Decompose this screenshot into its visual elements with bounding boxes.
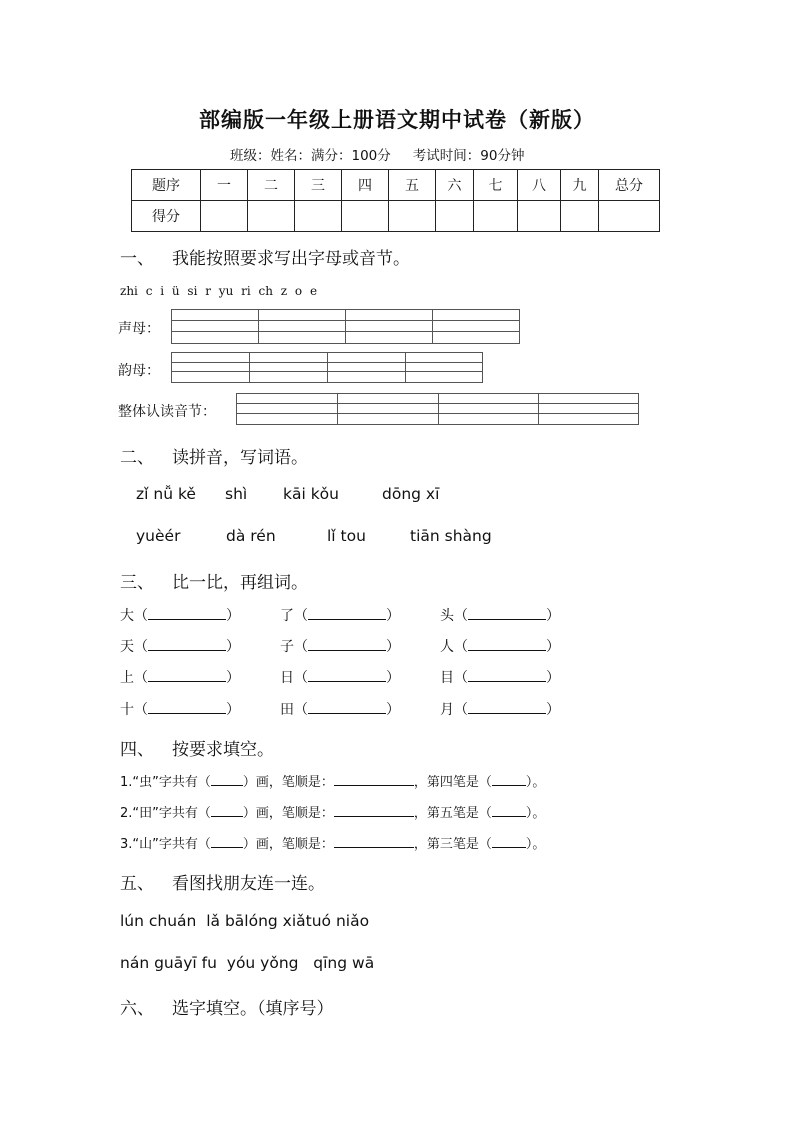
writing-cell[interactable] [328,353,406,382]
base-character: 大 [120,608,134,624]
close-paren: ） [226,670,240,686]
word-building-item [280,699,400,719]
header-cell: 总分 [599,170,660,201]
section-5-heading [120,869,325,894]
header-cell: 一 [201,170,248,201]
word-building-item [120,605,240,625]
open-paren: （ [134,702,148,718]
question-text: ）画，笔顺是： [242,806,334,821]
blank[interactable] [211,835,243,848]
section-number: 四、 [120,740,154,760]
word-building-item [120,699,240,719]
full-score: 满分：100分 [311,148,391,164]
score-cell[interactable] [474,201,518,232]
writing-cell[interactable] [539,394,638,424]
name-label: 姓名： [270,148,311,164]
pinyin-word: dà rén [226,527,276,545]
row-label: 得分 [132,201,201,232]
open-paren: （ [454,608,468,624]
answer-blank[interactable] [468,638,546,651]
exam-info [230,144,546,164]
open-paren: （ [294,639,308,655]
question-text: ，第五笔是（ [413,806,492,821]
stroke-question-3 [120,833,545,852]
close-paren: ） [386,639,400,655]
pinyin-line: nán guāyī fu yóu yǒng qīng wā [120,954,375,972]
header-cell: 九 [561,170,599,201]
score-cell[interactable] [295,201,342,232]
question-text: ）。 [525,806,546,821]
exam-time: 考试时间：90分钟 [412,148,525,164]
blank[interactable] [492,835,526,848]
answer-blank[interactable] [148,638,226,651]
base-character: 目 [440,670,454,686]
open-paren: （ [454,670,468,686]
word-building-item [440,636,560,656]
base-character: 了 [280,608,294,624]
pinyin-word: yuèér [136,527,181,545]
question-text: 3.“山”字共有（ [120,837,211,852]
section-number: 五、 [120,874,154,894]
writing-cell[interactable] [433,310,519,343]
letter-list: zhi c i ü si r yu ri ch z o e [120,284,318,298]
blank[interactable] [334,835,414,848]
section-number: 三、 [120,573,154,593]
question-text: ，第三笔是（ [413,837,492,852]
score-cell[interactable] [599,201,660,232]
pinyin-word: zǐ nǚ kě [136,485,196,503]
open-paren: （ [294,608,308,624]
header-cell: 七 [474,170,518,201]
question-text: ）。 [525,837,546,852]
blank[interactable] [492,804,526,817]
close-paren: ） [226,608,240,624]
section-text: 按要求填空。 [172,740,274,760]
section-text: 我能按照要求写出字母或音节。 [172,249,410,269]
section-2-heading [120,443,308,468]
word-building-item [280,636,400,656]
answer-blank[interactable] [308,638,386,651]
stroke-question-1 [120,771,545,790]
shengmu-label: 声母： [118,321,160,337]
header-cell: 二 [248,170,295,201]
close-paren: ） [546,608,560,624]
answer-blank[interactable] [468,669,546,682]
base-character: 日 [280,670,294,686]
blank[interactable] [334,773,414,786]
open-paren: （ [454,702,468,718]
shengmu-writing-grid[interactable] [171,309,520,344]
pinyin-word: lǐ tou [327,527,366,545]
base-character: 人 [440,639,454,655]
pinyin-word: tiān shàng [410,527,492,545]
open-paren: （ [294,670,308,686]
word-building-item [440,605,560,625]
score-table-header-row [132,170,660,201]
answer-blank[interactable] [468,607,546,620]
open-paren: （ [454,639,468,655]
writing-cell[interactable] [259,310,346,343]
header-cell: 八 [518,170,561,201]
base-character: 头 [440,608,454,624]
open-paren: （ [294,702,308,718]
close-paren: ） [546,670,560,686]
close-paren: ） [226,702,240,718]
close-paren: ） [546,702,560,718]
section-number: 二、 [120,448,154,468]
header-cell: 五 [389,170,436,201]
page-title: 部编版一年级上册语文期中试卷（新版） [199,107,595,132]
pinyin-word: dōng xī [382,485,440,503]
stroke-question-2 [120,802,545,821]
writing-cell[interactable] [250,353,328,382]
question-text: ）画，笔顺是： [242,775,334,790]
answer-blank[interactable] [148,669,226,682]
close-paren: ） [226,639,240,655]
score-cell[interactable] [248,201,295,232]
class-label: 班级： [230,148,271,164]
close-paren: ） [386,670,400,686]
pinyin-line: lún chuán lǎ bālóng xiǎtuó niǎo [120,912,370,930]
base-character: 十 [120,702,134,718]
section-number: 一、 [120,249,154,269]
open-paren: （ [134,639,148,655]
writing-cell[interactable] [172,353,250,382]
blank[interactable] [211,773,243,786]
pinyin-word: kāi kǒu [283,485,339,503]
section-1-heading [120,244,410,269]
header-cell: 四 [342,170,389,201]
answer-blank[interactable] [308,669,386,682]
answer-blank[interactable] [308,607,386,620]
section-number: 六、 [120,999,154,1019]
question-text: ，第四笔是（ [413,775,492,790]
base-character: 子 [280,639,294,655]
whole-syllable-label: 整体认读音节： [118,404,216,420]
blank[interactable] [492,773,526,786]
close-paren: ） [386,702,400,718]
word-building-item [440,699,560,719]
blank[interactable] [211,804,243,817]
section-text: 选字填空。（填序号） [172,999,334,1019]
header-cell: 六 [436,170,474,201]
blank[interactable] [334,804,414,817]
header-cell: 题序 [132,170,201,201]
answer-blank[interactable] [308,701,386,714]
whole-syllable-writing-grid[interactable] [236,393,639,425]
word-building-item [120,667,240,687]
score-cell[interactable] [389,201,436,232]
answer-blank[interactable] [148,701,226,714]
question-text: ）。 [525,775,546,790]
section-4-heading [120,735,274,760]
header-cell: 三 [295,170,342,201]
yunmu-label: 韵母： [118,363,160,379]
writing-cell[interactable] [237,394,338,424]
writing-cell[interactable] [172,310,259,343]
base-character: 上 [120,670,134,686]
word-building-item [440,667,560,687]
score-cell[interactable] [561,201,599,232]
word-building-item [120,636,240,656]
writing-cell[interactable] [406,353,482,382]
base-character: 月 [440,702,454,718]
section-text: 比一比，再组词。 [172,573,308,593]
score-table-score-row [132,201,660,232]
word-building-item [280,605,400,625]
close-paren: ） [546,639,560,655]
score-table [131,169,660,232]
word-building-item [280,667,400,687]
question-text: 1.“虫”字共有（ [120,775,211,790]
section-text: 看图找朋友连一连。 [172,874,325,894]
yunmu-writing-grid[interactable] [171,352,483,383]
score-cell[interactable] [518,201,561,232]
answer-blank[interactable] [148,607,226,620]
section-text: 读拼音，写词语。 [172,448,308,468]
score-cell[interactable] [436,201,474,232]
score-cell[interactable] [201,201,248,232]
writing-cell[interactable] [338,394,439,424]
section-3-heading [120,568,308,593]
close-paren: ） [386,608,400,624]
writing-cell[interactable] [439,394,539,424]
pinyin-word: shì [225,485,248,503]
answer-blank[interactable] [468,701,546,714]
score-cell[interactable] [342,201,389,232]
section-6-heading [120,994,334,1019]
open-paren: （ [134,608,148,624]
base-character: 天 [120,639,134,655]
question-text: 2.“田”字共有（ [120,806,211,821]
open-paren: （ [134,670,148,686]
question-text: ）画，笔顺是： [242,837,334,852]
writing-cell[interactable] [346,310,433,343]
base-character: 田 [280,702,294,718]
